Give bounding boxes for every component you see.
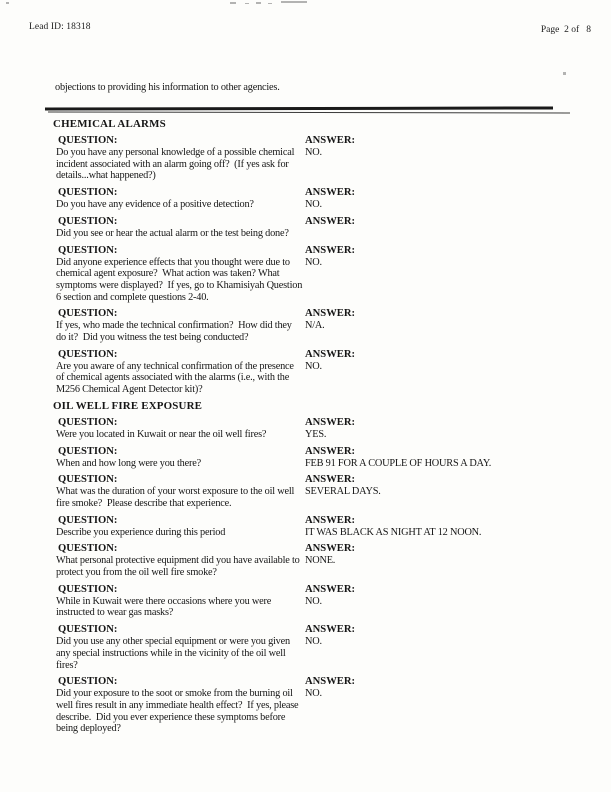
- question-text: Did your exposure to the soot or smoke from the burning oil well fires result in any immediate health effect? If yes, please describe. Did you ever experience these symptoms before being deployed?: [56, 688, 301, 735]
- answer-label: ANSWER:: [305, 676, 356, 688]
- question-label: QUESTION:: [58, 583, 118, 595]
- question-text: If yes, who made the technical confirmation? How did they do it? Did you witness the test being conducted?: [56, 320, 295, 344]
- qa-row: [53, 675, 591, 735]
- qa-content: [53, 116, 591, 739]
- question-label: QUESTION:: [58, 676, 118, 688]
- qa-row: [53, 514, 591, 539]
- answer-text: NONE.: [305, 555, 336, 567]
- scan-artifact: [281, 1, 307, 3]
- question-text: What personal protective equipment did you have available to protect you from the oil well fire smoke?: [56, 555, 302, 579]
- answer-label: ANSWER:: [305, 215, 356, 227]
- answer-text: NO.: [305, 199, 322, 211]
- answer-label: ANSWER:: [305, 514, 356, 526]
- answer-text: NO.: [305, 147, 322, 158]
- answer-text: NO.: [305, 256, 322, 268]
- answer-label: ANSWER:: [305, 445, 356, 457]
- answer-label: ANSWER:: [305, 543, 356, 555]
- qa-row: [53, 244, 591, 304]
- scan-artifact: [268, 3, 272, 4]
- intro-text: objections to providing his information to other agencies.: [55, 82, 280, 93]
- answer-text: NO.: [305, 688, 322, 700]
- qa-row: [53, 307, 591, 343]
- answer-label: ANSWER:: [305, 308, 356, 320]
- question-text: Describe you experience during this period: [56, 526, 226, 538]
- answer-label: ANSWER:: [305, 624, 356, 636]
- page-indicator: Page 2 of 8: [540, 25, 591, 35]
- question-label: QUESTION:: [58, 514, 118, 526]
- question-label: QUESTION:: [58, 445, 118, 457]
- question-text: What was the duration of your worst exposure to the oil well fire smoke? Please describe that experience.: [56, 486, 297, 509]
- answer-text: N/A.: [305, 320, 325, 332]
- qa-row: [53, 445, 591, 470]
- answer-label: ANSWER:: [305, 474, 356, 486]
- question-text: Were you located in Kuwait or near the oil well fires?: [56, 428, 267, 440]
- question-text: When and how long were you there?: [56, 457, 201, 469]
- section-heading-oil-well-fire-exposure: OIL WELL FIRE EXPOSURE: [53, 399, 203, 412]
- question-label: QUESTION:: [58, 348, 118, 360]
- question-text: Did you use any other special equipment or were you given any special instructions while in the vicinity of the oil well fires?: [56, 636, 293, 671]
- qa-row: [53, 215, 591, 240]
- question-label: QUESTION:: [58, 624, 118, 636]
- question-text: Do you have any evidence of a positive detection?: [56, 199, 254, 211]
- qa-row: [53, 186, 591, 211]
- scan-artifact: [245, 3, 249, 4]
- qa-row: [53, 623, 591, 671]
- question-text: Did you see or hear the actual alarm or the test being done?: [56, 227, 289, 239]
- question-text: While in Kuwait were there occasions where you were instructed to wear gas masks?: [56, 595, 274, 619]
- qa-row: [53, 542, 591, 578]
- question-label: QUESTION:: [58, 308, 118, 320]
- answer-text: SEVERAL DAYS.: [305, 486, 381, 498]
- question-label: QUESTION:: [58, 135, 118, 146]
- question-label: QUESTION:: [58, 474, 118, 486]
- question-label: QUESTION:: [58, 215, 118, 227]
- scan-artifact: [256, 2, 261, 4]
- question-text: Do you have any personal knowledge of a possible chemical incident associated with an alarm going off? (If yes ask for details...what happened?): [56, 147, 297, 182]
- answer-label: ANSWER:: [305, 187, 356, 199]
- question-text: Are you aware of any technical confirmation of the presence of chemical agents associated with the alarms (i.e., with the M256 Chemical Agent Detector kit)?: [56, 360, 297, 396]
- answer-label: ANSWER:: [305, 583, 356, 595]
- question-label: QUESTION:: [58, 187, 118, 199]
- question-label: QUESTION:: [58, 244, 118, 256]
- answer-text: NO.: [305, 636, 322, 648]
- section-heading-chemical-alarms: CHEMICAL ALARMS: [53, 118, 166, 130]
- answer-label: ANSWER:: [305, 244, 356, 256]
- answer-text: IT WAS BLACK AS NIGHT AT 12 NOON.: [305, 526, 482, 538]
- scan-artifact: [6, 2, 9, 4]
- qa-row: [53, 134, 591, 182]
- question-label: QUESTION:: [58, 543, 118, 555]
- answer-label: ANSWER:: [305, 348, 356, 360]
- scan-artifact: [563, 72, 566, 75]
- qa-row: [53, 473, 591, 509]
- section-divider-rule: [45, 106, 553, 110]
- answer-text: NO.: [305, 595, 322, 607]
- section-divider-rule-thin: [48, 112, 570, 114]
- answer-text: NO.: [305, 360, 322, 372]
- question-text: Did anyone experience effects that you thought were due to chemical agent exposure? What action was taken? What symptoms were displayed? If yes, go to Khamisiyah Question 6 section and complete questions 2-40.: [56, 256, 305, 303]
- answer-text: FEB 91 FOR A COUPLE OF HOURS A DAY.: [305, 457, 492, 469]
- qa-row: [53, 416, 591, 441]
- answer-text: YES.: [305, 428, 327, 440]
- answer-label: ANSWER:: [305, 416, 356, 428]
- question-label: QUESTION:: [58, 416, 118, 428]
- qa-row: [53, 583, 591, 619]
- scan-artifact: [230, 2, 236, 4]
- lead-id: Lead ID: 18318: [29, 22, 91, 32]
- answer-label: ANSWER:: [305, 135, 356, 146]
- qa-row: [53, 348, 591, 396]
